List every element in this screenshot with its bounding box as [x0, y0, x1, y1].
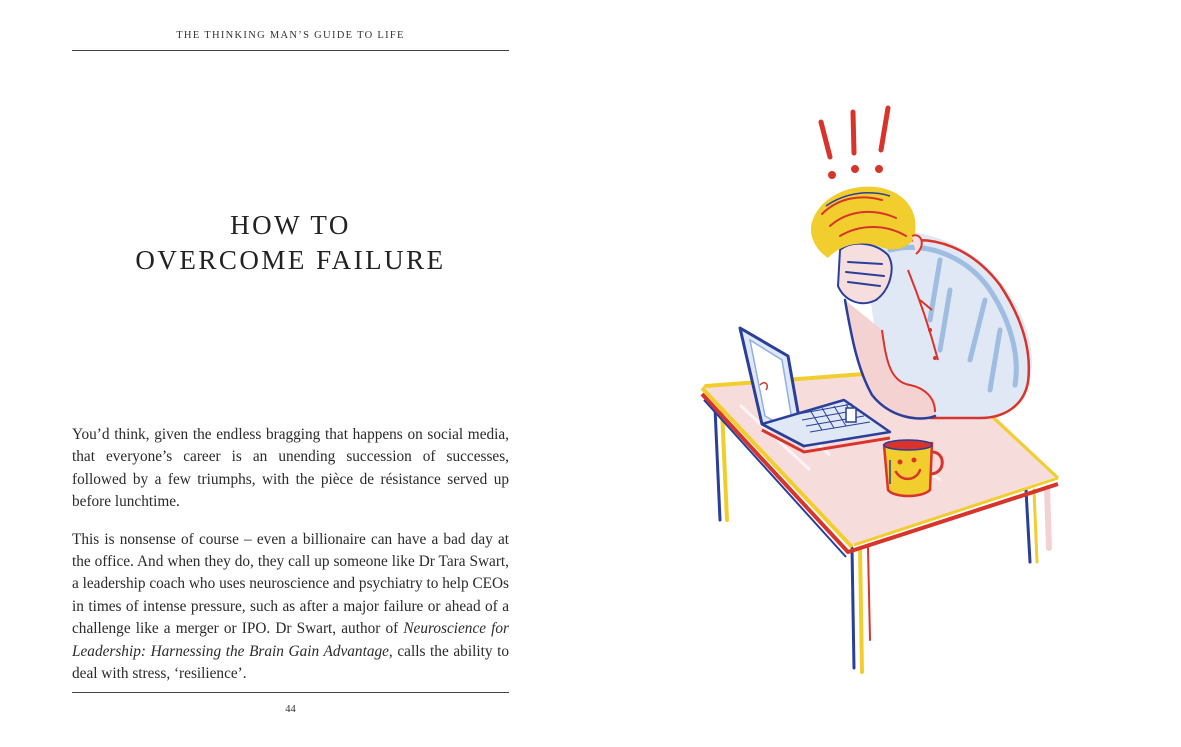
exclamation-marks: [821, 108, 888, 179]
right-page: [590, 0, 1181, 747]
left-page: [0, 0, 590, 747]
paragraph-2-end: , calls the ability to deal with stress, ‘resilience’.: [72, 642, 509, 683]
book-title: Neuroscience for Leadership: Harnessing the Brain Gain Advantage: [72, 620, 510, 660]
running-head: THE THINKING MAN’S GUIDE TO LIFE: [176, 30, 405, 41]
paragraph-2-text: This is nonsense of course – even a billionaire can have a bad day at the office. And when they do, they call up someone like Dr Tara Swart, a leadership coach who uses neuroscience and psychiatry to help CEOs in times of intense pressure, such as after a major failure or ahead of a challenge like a merger or IPO. Dr Swart, author of: [72, 530, 509, 638]
chapter-title-line-1: HOW TO: [230, 210, 351, 240]
paragraph-2: [72, 529, 509, 686]
footer-rule: [72, 692, 509, 693]
stressed-man-illustration: [590, 0, 1181, 747]
chapter-title: [72, 208, 509, 278]
header-rule: [72, 50, 509, 51]
chapter-title-line-2: OVERCOME FAILURE: [135, 245, 446, 275]
paragraph-1: You’d think, given the endless bragging that happens on social media, that everyone’s career is an unending succession of successes, followed by a few triumphs, with the pièce de résistance served up before lunchtime.: [72, 426, 509, 511]
page-number: 44: [285, 704, 296, 715]
body-text: [72, 424, 509, 700]
